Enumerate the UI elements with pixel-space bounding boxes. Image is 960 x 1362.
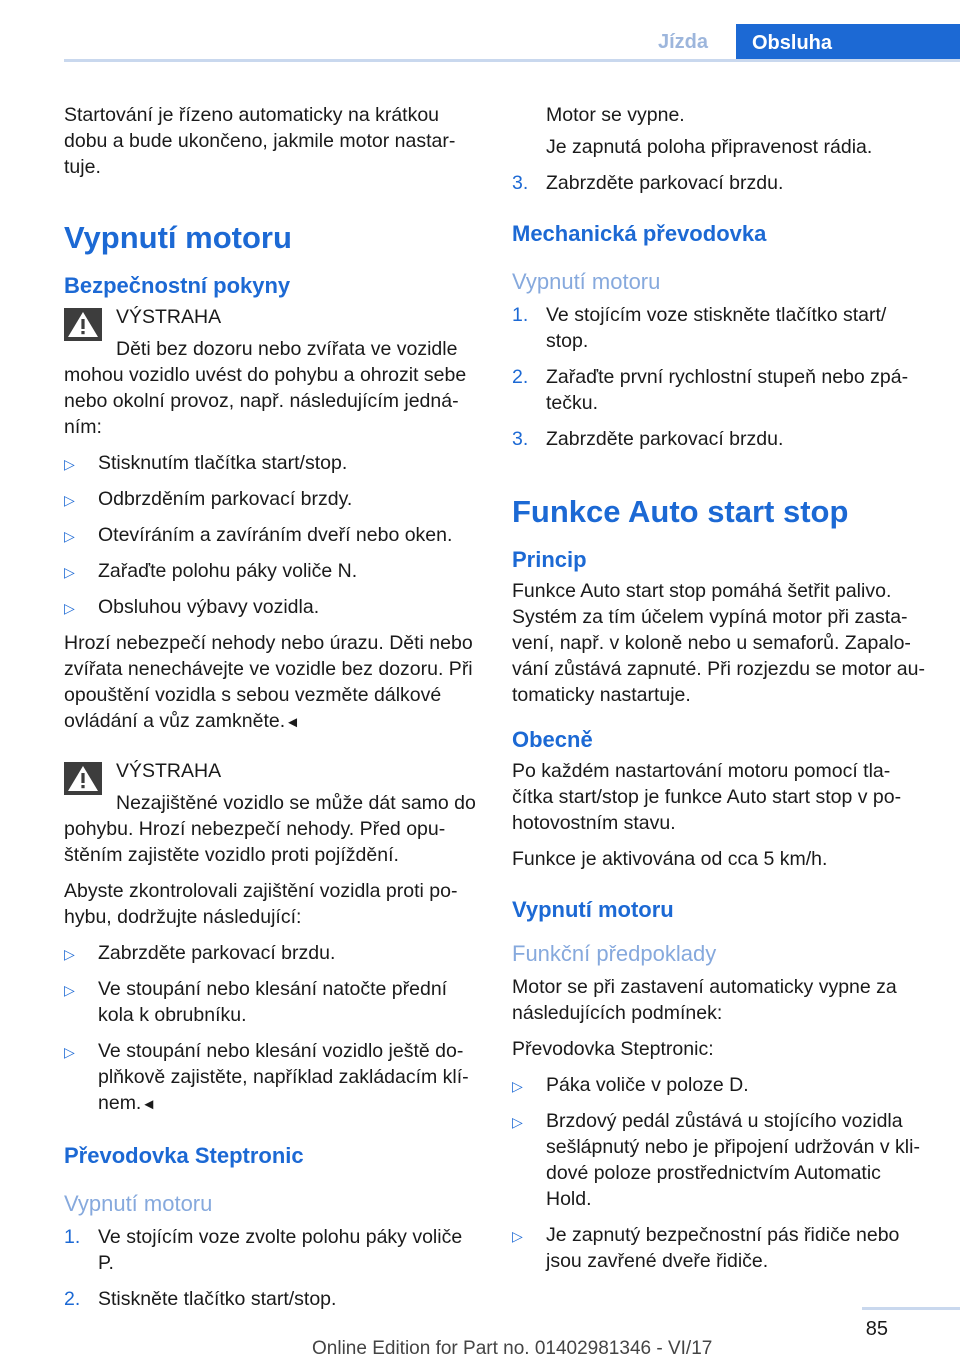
bullet-triangle-icon: ▷ [512,1078,523,1094]
heading-principle: Princip [512,547,587,572]
conditions-paragraph: Motor se při zastavení automaticky vypne za následujících podmínek: [512,976,897,1024]
conditions-list [512,1072,928,1274]
warning-title: VÝSTRAHA [116,760,222,782]
step-number: 3. [512,428,529,450]
warning-text: Nezajištěné vozidlo se může dát samo do pohybu. Hrozí nebezpečí nehody. Před opu-štěním zajistěte vozidlo proti pojíždění. [64,792,476,866]
list-item: ▷ Brzdový pedál zůstává u stojícího vozidla sešlápnutý nebo je připojení udržován v kli-dové poloze prostřednictvím Automatic Hold. [512,1110,920,1210]
list-item: ▷ Zařaďte polohu páky voliče N. [64,558,480,584]
step-continuation: Je zapnutá poloha připravenost rádia. [546,136,873,158]
warning-block-children [64,304,480,440]
list-item: 3. Zabrzděte parkovací brzdu. [512,172,784,194]
bullet-triangle-icon: ▷ [64,600,75,616]
step-number: 1. [512,304,529,326]
bullet-triangle-icon: ▷ [64,1044,75,1060]
principle-paragraph: Funkce Auto start stop pomáhá šetřit palivo. Systém za tím účelem vypíná motor při zasta-vení, např. v koloně nebo u semaforů. Zapalo-vání zůstává zapnuté. Při rozjezdu se motor au-tomaticky nastartuje. [512,580,925,706]
subheading-preconditions: Funkční předpoklady [512,941,717,966]
bullet-triangle-icon: ▷ [64,982,75,998]
heading-auto-start-stop: Funkce Auto start stop [512,494,849,529]
heading-vypnuti-motoru: Vypnutí motoru [64,220,292,255]
list-item: 1. Ve stojícím voze zvolte polohu páky voliče P. [64,1226,463,1274]
subheading-engine-off: Vypnutí motoru [512,269,661,294]
warning-text: Děti bez dozoru nebo zvířata ve vozidle mohou vozidlo uvést do pohybu a ohrozit sebe nebo okolní provoz, např. následujícím jedná-ním: [64,338,467,438]
bullet-triangle-icon: ▷ [64,946,75,962]
warning-icon [64,762,102,795]
page-header [64,24,960,62]
list-item: 2. Zařaďte první rychlostní stupeň nebo zpá-tečku. [512,366,909,414]
list-item: 3. Zabrzděte parkovací brzdu. [512,428,784,450]
heading-manual-gearbox: Mechanická převodovka [512,221,767,246]
securing-list [64,940,480,1118]
steptronic-steps-continued [512,170,928,196]
list-item: 1. Ve stojícím voze stiskněte tlačítko start/ stop. [512,304,887,352]
tab-obsluha[interactable]: Obsluha [736,24,960,62]
footer-rule [862,1307,960,1310]
tab-jizda[interactable]: Jízda [657,31,708,53]
gearbox-label: Převodovka Steptronic: [512,1038,714,1060]
list-item: ▷ Stisknutím tlačítka start/stop. [64,450,480,476]
heading-general: Obecně [512,727,593,752]
header-rule [64,59,960,62]
bullet-triangle-icon: ▷ [64,564,75,580]
intro-paragraph: Startování je řízeno automaticky na krátkou dobu a bude ukončeno, jakmile motor nastar-tuje. [64,104,456,178]
warning-block-rolling [64,758,480,868]
left-column [64,102,480,1322]
end-mark-icon: ◄ [141,1096,157,1113]
warning-title: VÝSTRAHA [116,306,222,328]
list-item: ▷ Odbrzděním parkovací brzdy. [64,486,480,512]
list-item: ▷ Je zapnutý bezpečnostní pás řidiče nebo jsou zavřené dveře řidiče. [512,1224,900,1272]
bullet-triangle-icon: ▷ [512,1114,523,1130]
right-column [512,102,928,1284]
bullet-triangle-icon: ▷ [64,492,75,508]
step-continuation: Motor se vypne. [546,104,685,126]
step-number: 2. [64,1288,81,1310]
warning-consequence: Hrozí nebezpečí nehody nebo úrazu. Děti nebo zvířata nenechávejte ve vozidle bez dozoru. Při opouštění vozidla s sebou vezměte dálkové ovládání a vůz zamkněte.◄ [64,632,473,732]
list-item: 2. Stiskněte tlačítko start/stop. [64,1288,337,1310]
step-number: 1. [64,1226,81,1248]
page-number: 85 [865,1318,888,1340]
list-item: ▷ Páka voliče v poloze D. [512,1072,928,1098]
edition-footer: Online Edition for Part no. 01402981346 - VI/17 [312,1338,713,1359]
list-item: ▷ Obsluhou výbavy vozidla. [64,594,480,620]
general-paragraph: Po každém nastartování motoru pomocí tla-čítka start/stop je funkce Auto start stop v po-hotovostním stavu. [512,760,902,834]
list-item: ▷ Otevíráním a zavíráním dveří nebo oken. [64,522,480,548]
warning-list-children [64,450,480,620]
heading-safety-notes: Bezpečnostní pokyny [64,273,291,298]
steptronic-steps [64,1224,480,1312]
end-mark-icon: ◄ [285,714,300,731]
heading-steptronic: Převodovka Steptronic [64,1143,304,1168]
step-number: 3. [512,172,529,194]
bullet-triangle-icon: ▷ [512,1228,523,1244]
bullet-triangle-icon: ▷ [64,528,75,544]
list-item: ▷ Ve stoupání nebo klesání natočte přední kola k obrubníku. [64,978,448,1026]
subheading-engine-off: Vypnutí motoru [64,1191,213,1216]
list-item: ▷ Ve stoupání nebo klesání vozidlo ještě do-plňkově zajistěte, například zakládacím klí-nem.◄ [64,1040,469,1114]
check-instructions: Abyste zkontrolovali zajištění vozidla proti po-hybu, dodržujte následující: [64,880,458,928]
manual-steps [512,302,928,452]
warning-icon [64,308,102,341]
step-number: 2. [512,366,529,388]
list-item: ▷ Zabrzděte parkovací brzdu. [64,940,480,966]
bullet-triangle-icon: ▷ [64,456,75,472]
general-paragraph: Funkce je aktivována od cca 5 km/h. [512,848,828,870]
heading-engine-off: Vypnutí motoru [512,897,674,922]
